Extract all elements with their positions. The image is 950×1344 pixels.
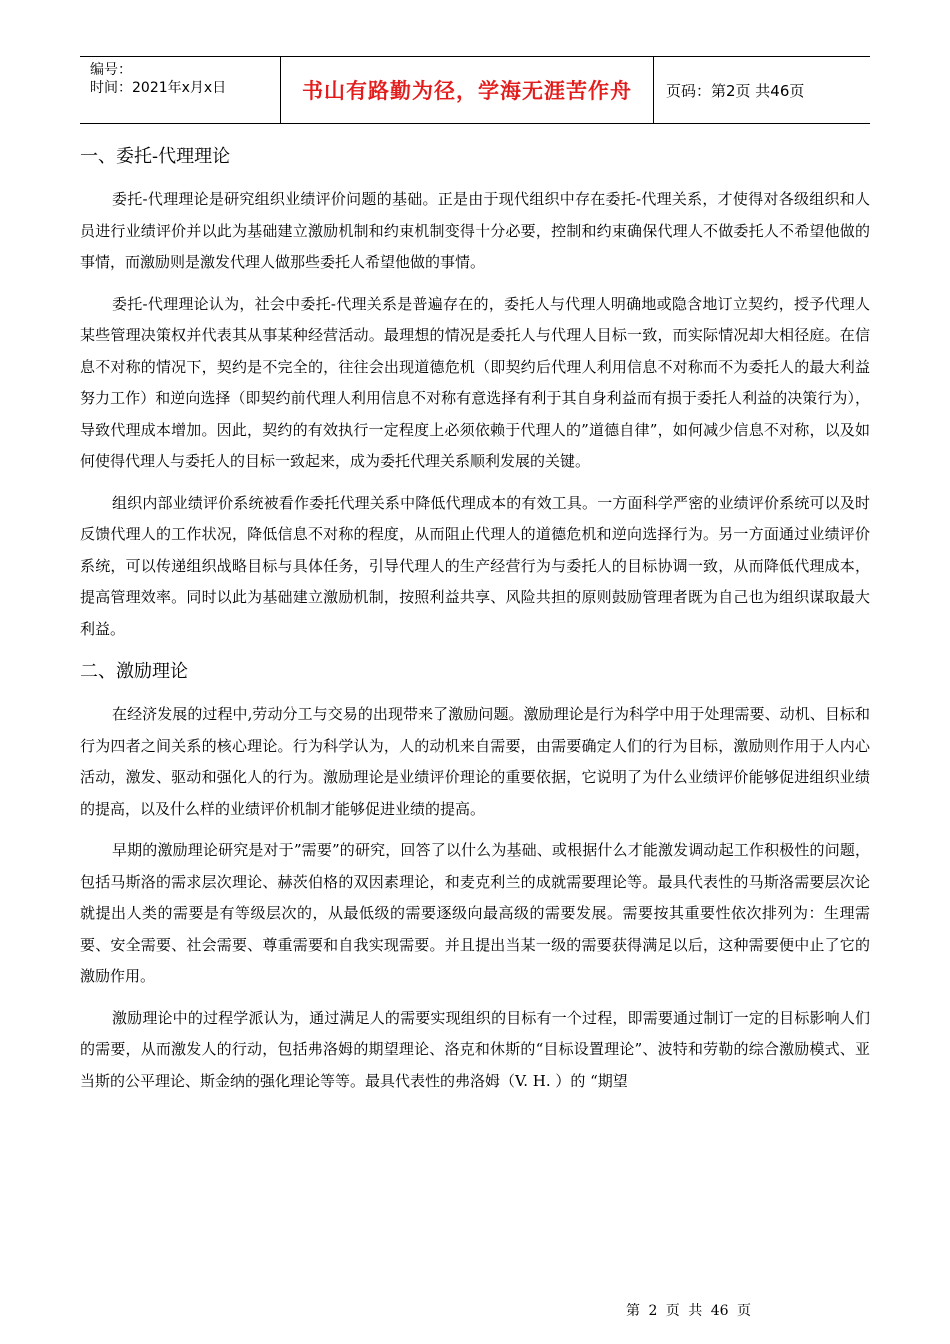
header-meta bbox=[80, 57, 281, 123]
section-incentive-theory bbox=[80, 655, 870, 1097]
paragraph: 早期的激励理论研究是对于”需要”的研究，回答了以什么为基础、或根据什么才能激发调动起工作积极性的问题，包括马斯洛的需求层次理论、赫茨伯格的双因素理论，和麦克利兰的成就需要理论等。最具代表性的马斯洛需要层次论就提出人类的需要是有等级层次的，从最低级的需要逐级向最高级的需要发展。需要按其重要性依次排列为：生理需要、安全需要、社会需要、尊重需要和自我实现需要。并且提出当某一级的需要获得满足以后，这种需要便中止了它的激励作用。 bbox=[80, 841, 870, 985]
section-title: 二、激励理论 bbox=[80, 661, 188, 682]
page-header bbox=[80, 56, 870, 124]
paragraph: 委托-代理理论认为，社会中委托-代理关系是普遍存在的，委托人与代理人明确地或隐含地订立契约，授予代理人某些管理决策权并代表其从事某种经营活动。最理想的情况是委托人与代理人目标一致，而实际情况却大相径庭。在信息不对称的情况下，契约是不完全的，往往会出现道德危机（即契约后代理人利用信息不对称而不为委托人的最大利益努力工作）和逆向选择（即契约前代理人利用信息不对称有意选择有利于其自身利益而有损于委托人利益的决策行为），导致代理成本增加。因此，契约的有效执行一定程度上必须依赖于代理人的”道德自律”，如何减少信息不对称，以及如何使得代理人与委托人的目标一致起来，成为委托代理关系顺利发展的关键。 bbox=[80, 294, 870, 470]
document-time-label: 时间：2021年x月x日 bbox=[90, 80, 227, 96]
paragraph: 委托-代理理论是研究组织业绩评价问题的基础。正是由于现代组织中存在委托-代理关系，才使得对各级组织和人员进行业绩评价并以此为基础建立激励机制和约束机制变得十分必要，控制和约束确保代理人不做委托人不希望他做的事情，而激励则是激发代理人做那些委托人希望他做的事情。 bbox=[80, 190, 870, 271]
section-agency-theory bbox=[80, 140, 870, 645]
paragraph: 激励理论中的过程学派认为，通过满足人的需要实现组织的目标有一个过程，即需要通过制订一定的目标影响人们的需要，从而激发人的行动，包括弗洛姆的期望理论、洛克和休斯的“目标设置理论”、波特和劳勒的综合激励模式、亚当斯的公平理论、斯金纳的强化理论等等。最具代表性的弗洛姆（V. H. ）的 “期望 bbox=[80, 1008, 870, 1090]
document-body bbox=[80, 140, 870, 1107]
paragraph: 组织内部业绩评价系统被看作委托代理关系中降低代理成本的有效工具。一方面科学严密的业绩评价系统可以及时反馈代理人的工作状况，降低信息不对称的程度，从而阻止代理人的道德危机和逆向选择行为。另一方面通过业绩评价系统，可以传递组织战略目标与具体任务，引导代理人的生产经营行为与委托人的目标协调一致，从而降低代理成本，提高管理效率。同时以此为基础建立激励机制，按照利益共享、风险共担的原则鼓励管理者既为自己也为组织谋取最大利益。 bbox=[80, 493, 870, 638]
section-title: 一、委托-代理理论 bbox=[80, 146, 231, 167]
document-number-label: 编号： bbox=[90, 62, 132, 78]
page-footer: 第 2 页 共 46 页 bbox=[626, 1303, 751, 1319]
paragraph: 在经济发展的过程中,劳动分工与交易的出现带来了激励问题。激励理论是行为科学中用于处理需要、动机、目标和行为四者之间关系的核心理论。行为科学认为，人的动机来自需要，由需要确定人们的行为目标，激励则作用于人内心活动，激发、驱动和强化人的行为。激励理论是业绩评价理论的重要依据，它说明了为什么业绩评价能够促进组织业绩的提高，以及什么样的业绩评价机制才能够促进业绩的提高。 bbox=[80, 705, 870, 818]
header-page-info: 页码：第2页 共46页 bbox=[666, 81, 805, 100]
header-motto: 书山有路勤为径，学海无涯苦作舟 bbox=[281, 57, 654, 123]
